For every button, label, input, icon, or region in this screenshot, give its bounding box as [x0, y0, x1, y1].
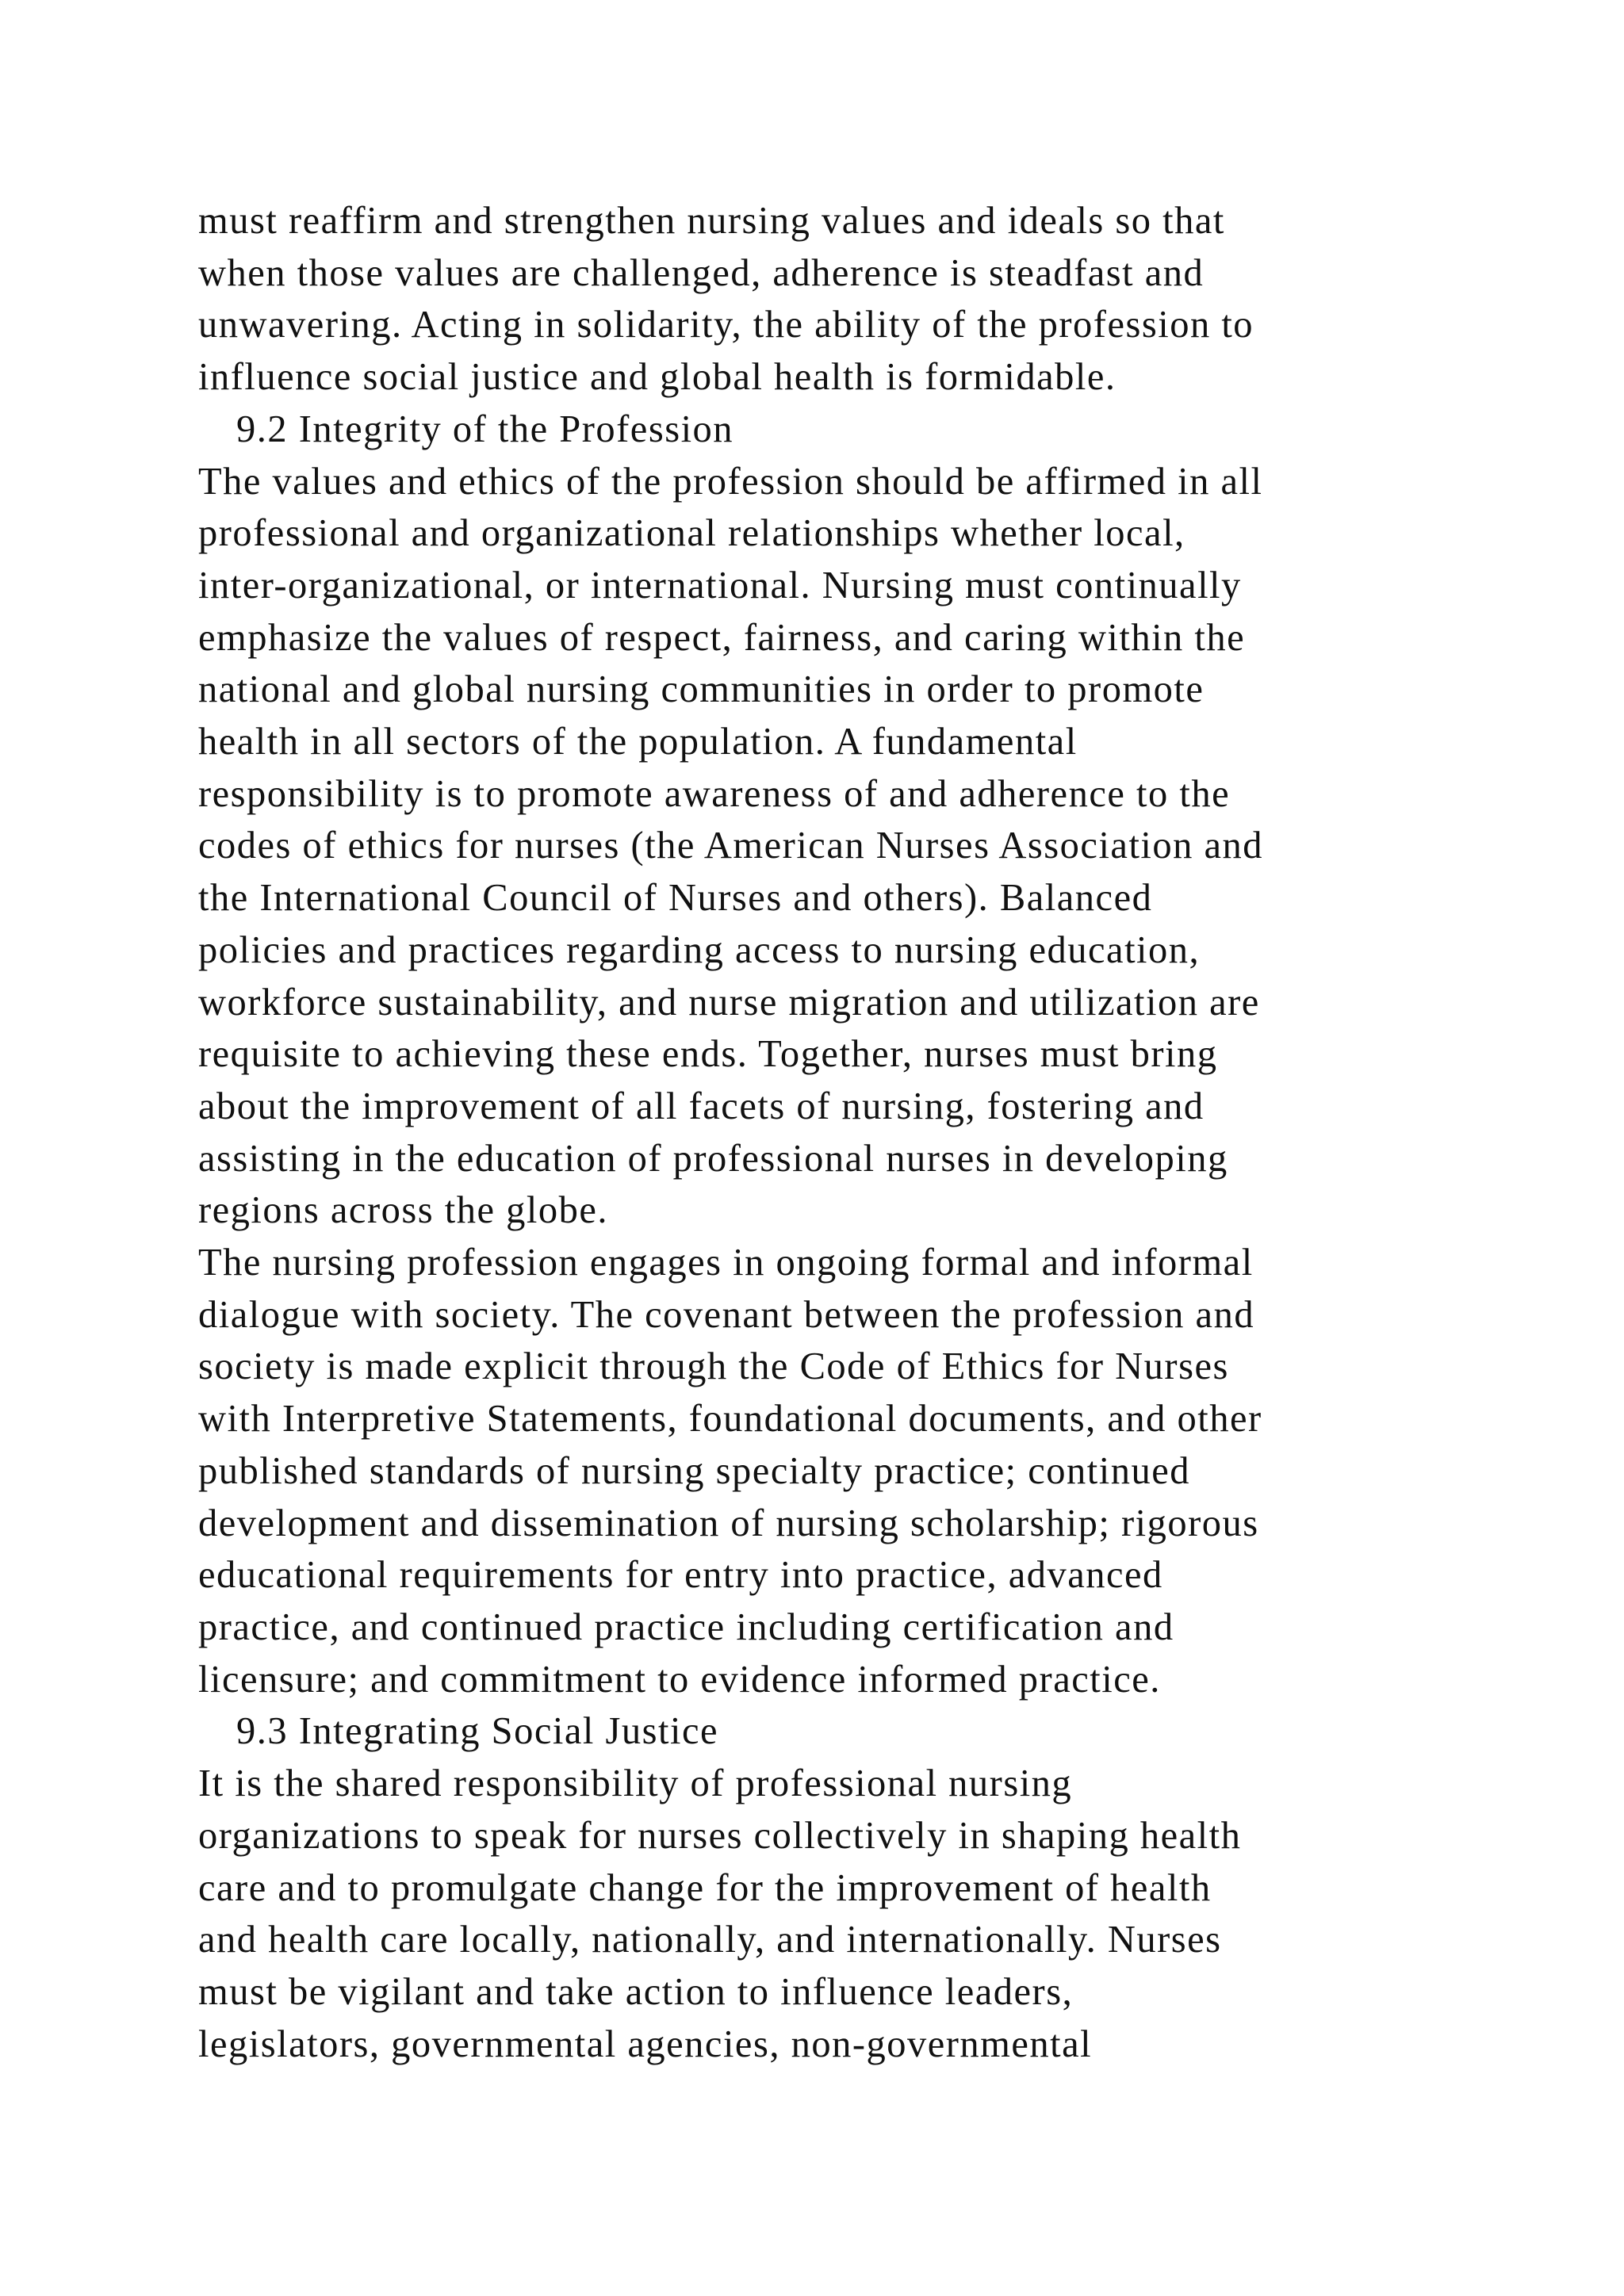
- text-line: must reaffirm and strengthen nursing values and ideals so that: [198, 200, 1225, 242]
- text-line: assisting in the education of professional nurses in developing: [198, 1137, 1228, 1180]
- text-line: care and to promulgate change for the improvement of health: [198, 1866, 1212, 1909]
- text-line: The values and ethics of the profession should be affirmed in all: [198, 460, 1263, 503]
- text-line: development and dissemination of nursing scholarship; rigorous: [198, 1502, 1259, 1544]
- text-line: society is made explicit through the Code of Ethics for Nurses: [198, 1345, 1229, 1388]
- text-line: when those values are challenged, adherence is steadfast and: [198, 251, 1205, 294]
- text-line: unwavering. Acting in solidarity, the ability of the profession to: [198, 304, 1254, 346]
- text-line: published standards of nursing specialty practice; continued: [198, 1449, 1190, 1492]
- text-line: health in all sectors of the population. A fundamental: [198, 721, 1078, 763]
- text-line: practice, and continued practice including certification and: [198, 1605, 1174, 1648]
- text-line: regions across the globe.: [198, 1189, 608, 1232]
- text-line: It is the shared responsibility of professional nursing: [198, 1762, 1073, 1805]
- text-line: national and global nursing communities in order to promote: [198, 668, 1205, 711]
- text-line: and health care locally, nationally, and internationally. Nurses: [198, 1919, 1222, 1961]
- text-line: with Interpretive Statements, foundational documents, and other: [198, 1398, 1262, 1441]
- text-line: workforce sustainability, and nurse migration and utilization are: [198, 981, 1260, 1024]
- text-line: responsibility is to promote awareness of and adherence to the: [198, 772, 1231, 815]
- section-heading: 9.2 Integrity of the Profession: [236, 408, 734, 450]
- text-line: The nursing profession engages in ongoing formal and informal: [198, 1242, 1254, 1284]
- section-heading: 9.3 Integrating Social Justice: [236, 1710, 719, 1753]
- text-line: professional and organizational relationships whether local,: [198, 512, 1185, 555]
- text-line: legislators, governmental agencies, non-governmental: [198, 2022, 1093, 2065]
- text-line: policies and practices regarding access to nursing education,: [198, 928, 1201, 971]
- text-line: licensure; and commitment to evidence informed practice.: [198, 1658, 1161, 1701]
- text-line: educational requirements for entry into practice, advanced: [198, 1554, 1163, 1597]
- document-page: [198, 195, 1546, 2070]
- text-line: requisite to achieving these ends. Together, nurses must bring: [198, 1033, 1218, 1076]
- text-line: codes of ethics for nurses (the American Nurses Association and: [198, 825, 1264, 867]
- text-line: influence social justice and global health is formidable.: [198, 356, 1116, 399]
- text-line: about the improvement of all facets of nursing, fostering and: [198, 1085, 1205, 1127]
- text-line: inter-organizational, or international. Nursing must continually: [198, 564, 1242, 607]
- text-line: emphasize the values of respect, fairness, and caring within the: [198, 616, 1246, 659]
- text-line: must be vigilant and take action to influence leaders,: [198, 1970, 1074, 2013]
- text-line: organizations to speak for nurses collectively in shaping health: [198, 1814, 1242, 1857]
- text-line: dialogue with society. The covenant between the profession and: [198, 1293, 1255, 1336]
- text-line: the International Council of Nurses and others). Balanced: [198, 877, 1153, 920]
